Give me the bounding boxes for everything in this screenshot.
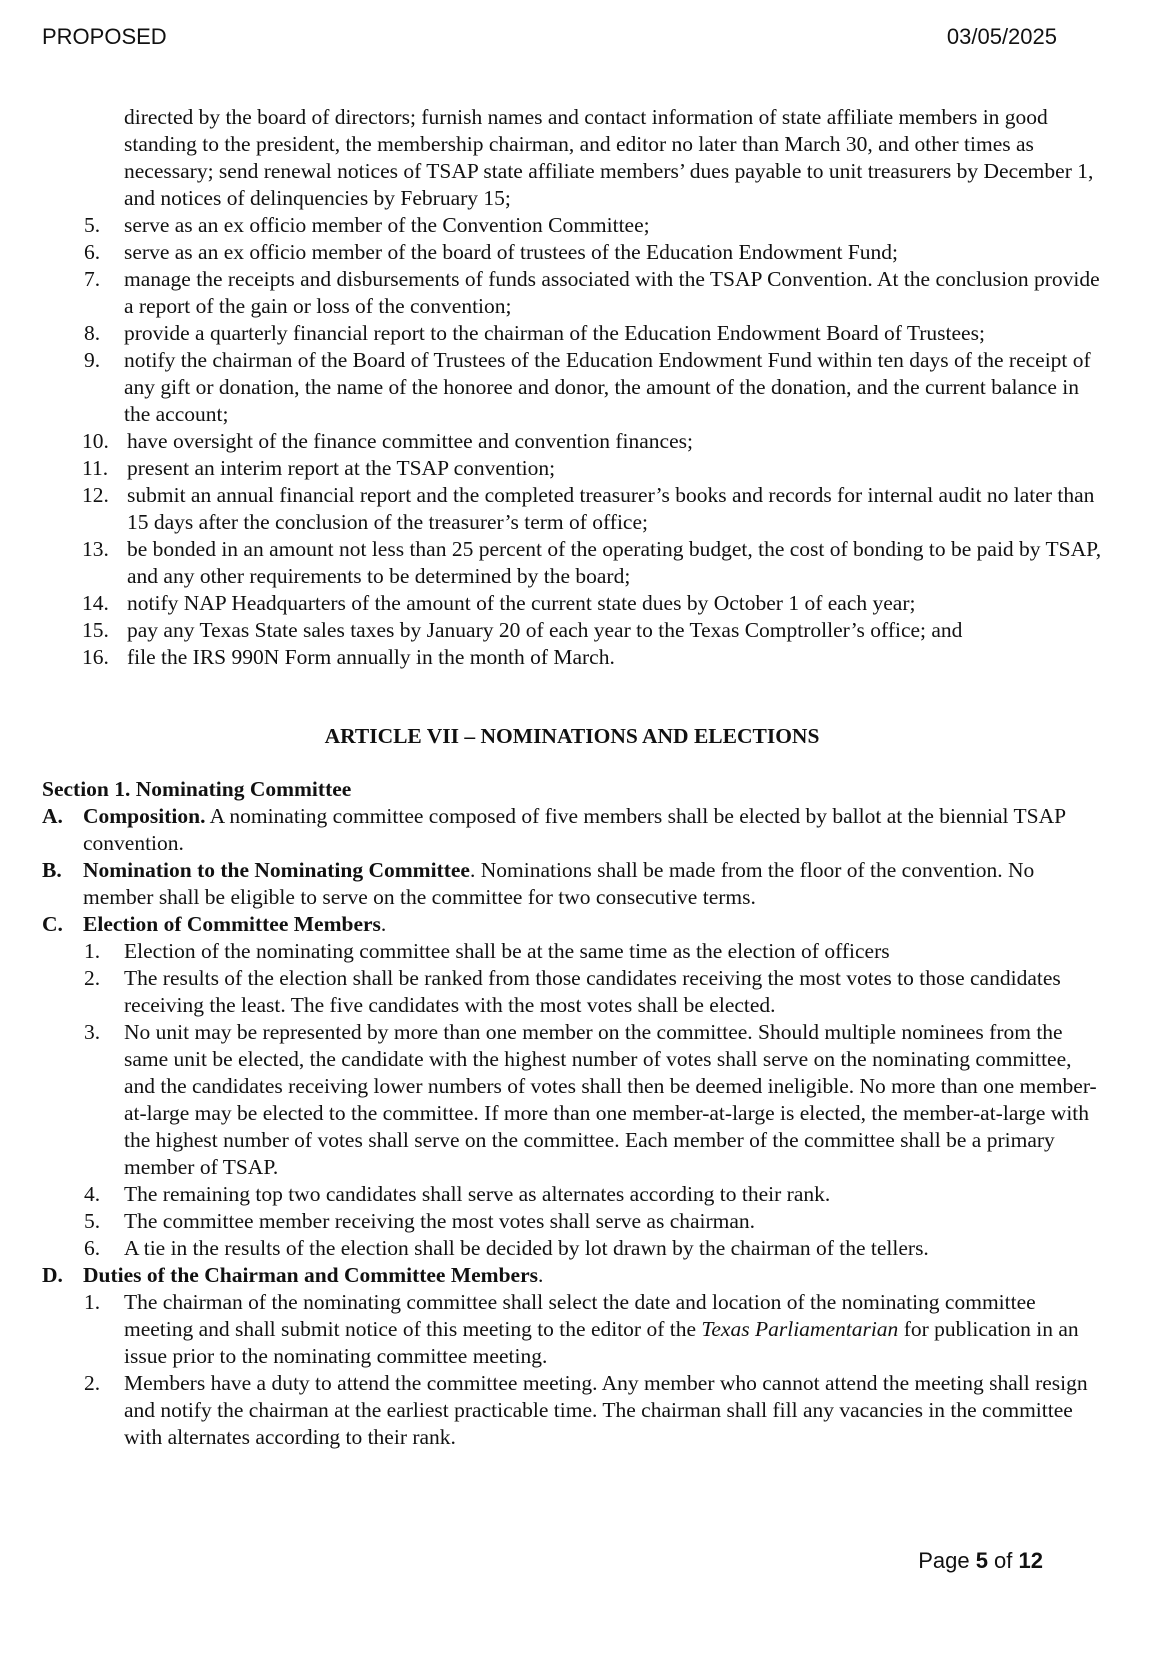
page-number: Page 5 of 12	[918, 1548, 1043, 1573]
list-item: 12. submit an annual financial report and the completed treasurer’s books and records for internal audit no later than 15 days after the conclusion of the treasurer’s term of office;	[82, 483, 1095, 534]
section-heading: Section 1. Nominating Committee	[42, 777, 352, 801]
list-item: 8. provide a quarterly financial report to the chairman of the Education Endowment Board of Trustees;	[84, 321, 985, 345]
list-item: 13. be bonded in an amount not less than 25 percent of the operating budget, the cost of bonding to be paid by TSAP, and any other requirements to be determined by the board;	[82, 537, 1102, 588]
list-item: 6. serve as an ex officio member of the board of trustees of the Education Endowment Fund;	[84, 240, 898, 264]
document-body	[42, 104, 1102, 1451]
list-item: 3. No unit may be represented by more than one member on the committee. Should multiple nominees from the same unit be elected, the candidate with the highest number of votes shall serve on the nominating committee, and the candidates receiving lower numbers of votes shall then be deemed ineligible. No more than one member-at-large may be elected to the committee. If more than one member-at-large is elected, the member-at-large with the highest number of votes shall serve on the committee. Each member of the committee shall be a primary member of TSAP.	[84, 1020, 1097, 1179]
list-item: 5. The committee member receiving the most votes shall serve as chairman.	[84, 1209, 756, 1233]
list-item: 14. notify NAP Headquarters of the amount of the current state dues by October 1 of each year;	[82, 591, 916, 615]
list-item: 1. The chairman of the nominating committee shall select the date and location of the nominating committee meeting and shall submit notice of this meeting to the editor of the Texas Parliamentarian for publication in an issue prior to the nominating committee meeting.	[84, 1290, 1079, 1368]
document-status: PROPOSED	[42, 24, 167, 49]
subsection-c: C. Election of Committee Members.	[42, 912, 387, 936]
document-date: 03/05/2025	[946, 24, 1057, 49]
total-pages: 12	[1018, 1548, 1043, 1573]
current-page: 5	[975, 1548, 988, 1573]
list-item: 4. The remaining top two candidates shall serve as alternates according to their rank.	[84, 1182, 831, 1206]
subsection-b: B. Nomination to the Nominating Committee. Nominations shall be made from the floor of the convention. No member shall be eligible to serve on the committee for two consecutive terms.	[42, 858, 1035, 909]
continued-duty-text: directed by the board of directors; furnish names and contact information of state affiliate members in good standing to the president, the membership chairman, and editor no later than March 30, and other times as necessary; send renewal notices of TSAP state affiliate members’ dues payable to unit treasurers by December 1, and notices of delinquencies by February 15;	[124, 105, 1094, 210]
subsection-a: A. Composition. A nominating committee composed of five members shall be elected by ballot at the biennial TSAP convention.	[42, 804, 1066, 855]
list-item: 7. manage the receipts and disbursements of funds associated with the TSAP Convention. At the conclusion provide a report of the gain or loss of the convention;	[84, 267, 1100, 318]
list-item: 2. Members have a duty to attend the committee meeting. Any member who cannot attend the meeting shall resign and notify the chairman at the earliest practicable time. The chairman shall fill any vacancies in the committee with alternates according to their rank.	[84, 1371, 1088, 1449]
article-heading: ARTICLE VII – NOMINATIONS AND ELECTIONS	[324, 724, 820, 748]
list-item: 16. file the IRS 990N Form annually in the month of March.	[82, 645, 615, 669]
subsection-d: D. Duties of the Chairman and Committee Members.	[42, 1263, 544, 1287]
list-item: 1. Election of the nominating committee shall be at the same time as the election of officers	[84, 939, 890, 963]
list-item: 2. The results of the election shall be ranked from those candidates receiving the most votes to those candidates receiving the least. The five candidates with the most votes shall be elected.	[84, 966, 1061, 1017]
list-item: 11. present an interim report at the TSAP convention;	[82, 456, 556, 480]
list-item: 10. have oversight of the finance committee and convention finances;	[82, 429, 693, 453]
chairman-duties-list	[42, 1289, 1102, 1451]
election-rules-list	[42, 938, 1102, 1262]
publication-title: Texas Parliamentarian	[701, 1317, 899, 1341]
list-item: 6. A tie in the results of the election shall be decided by lot drawn by the chairman of the tellers.	[84, 1236, 929, 1260]
treasurer-duties-list	[42, 212, 1102, 671]
page-header	[42, 24, 1057, 54]
list-item: 5. serve as an ex officio member of the Convention Committee;	[84, 213, 650, 237]
list-item: 9. notify the chairman of the Board of Trustees of the Education Endowment Fund within ten days of the receipt of any gift or donation, the name of the honoree and donor, the amount of the donation, and the current balance in the account;	[84, 348, 1091, 426]
list-item: 15. pay any Texas State sales taxes by January 20 of each year to the Texas Comptroller’s office; and	[82, 618, 963, 642]
